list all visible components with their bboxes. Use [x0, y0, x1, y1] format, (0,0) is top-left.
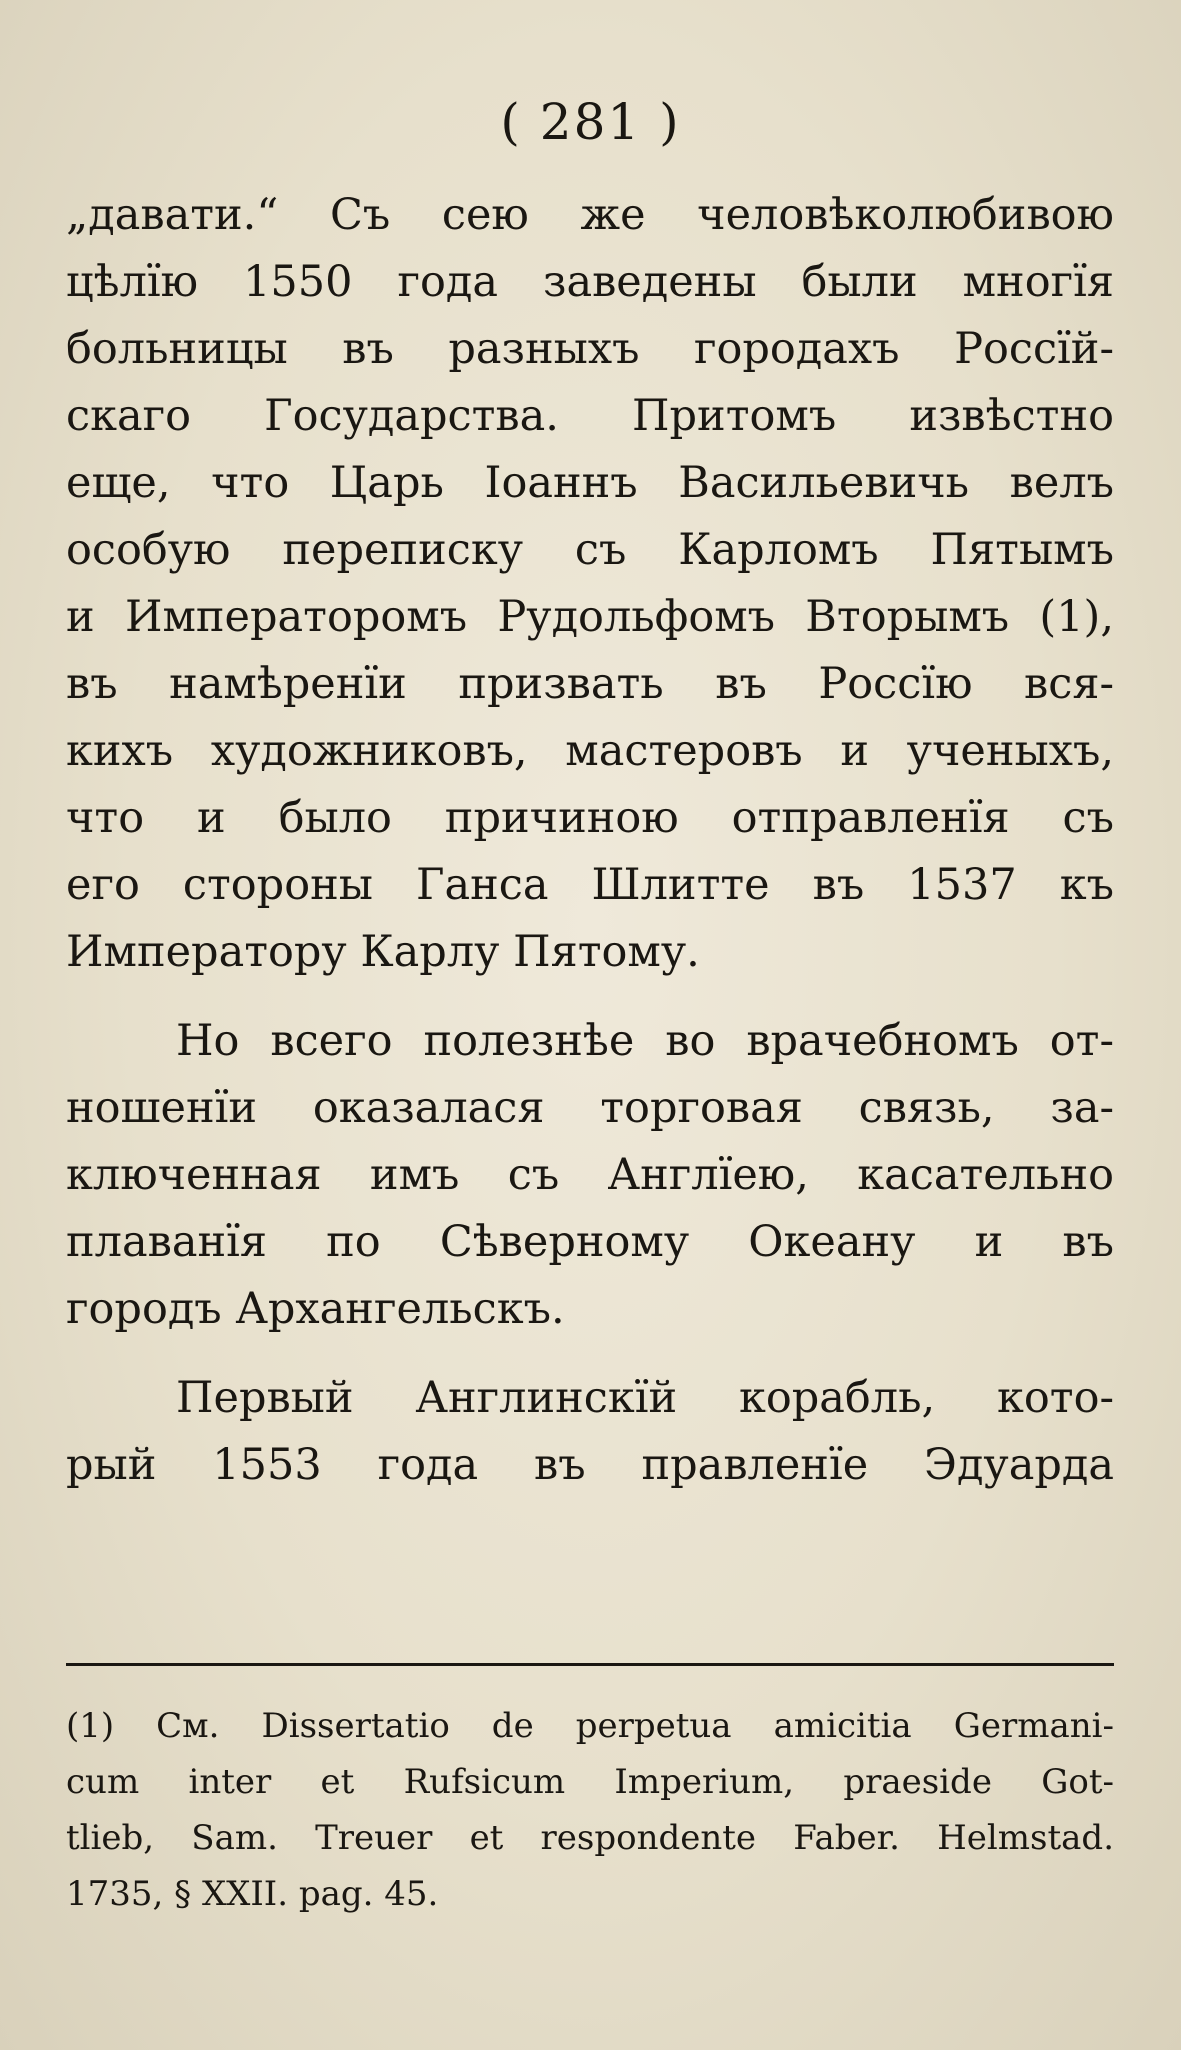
- paragraph: [66, 1008, 1114, 1343]
- text-line: городъ Архангельскъ.: [66, 1284, 565, 1334]
- text-line: въ намѣренїи призвать въ Россїю вся-: [66, 659, 1114, 709]
- text-line: еще, что Царь Iоаннъ Васильевичь велъ: [66, 458, 1114, 508]
- text-line: Императору Карлу Пятому.: [66, 927, 700, 977]
- footnote-divider: [66, 1663, 1114, 1666]
- footnote-line: 1735, § XXII. pag. 45.: [66, 1874, 439, 1914]
- text-line: Первый Англинскїй корабль, кото-: [176, 1373, 1114, 1423]
- paragraph: [66, 1365, 1114, 1499]
- text-line: больницы въ разныхъ городахъ Россїй-: [66, 324, 1114, 374]
- text-line: плаванїя по Сѣверному Океану и въ: [66, 1217, 1114, 1267]
- paragraph: [66, 182, 1114, 986]
- text-line: кихъ художниковъ, мастеровъ и ученыхъ,: [66, 726, 1114, 776]
- footnote: [66, 1698, 1114, 1922]
- paragraph-spacer: [66, 986, 1114, 1008]
- text-line: рый 1553 года въ правленїе Эдуарда: [66, 1440, 1114, 1490]
- paragraph-spacer: [66, 1343, 1114, 1365]
- body-text: [66, 182, 1114, 1499]
- text-line: „давати.“ Съ сею же человѣколюбивою: [66, 190, 1114, 240]
- text-line: его стороны Ганса Шлитте въ 1537 къ: [66, 860, 1114, 910]
- footnote-line: cum inter et Rufsicum Imperium, praeside Got-: [66, 1762, 1114, 1802]
- page-number: ( 281 ): [500, 93, 681, 151]
- text-line: ношенїи оказалася торговая связь, за-: [66, 1083, 1114, 1133]
- footnote-line: tlieb, Sam. Treuer et respondente Faber. Helmstad.: [66, 1818, 1114, 1858]
- text-line: и Императоромъ Рудольфомъ Вторымъ (1),: [66, 592, 1114, 642]
- text-line: что и было причиною отправленїя съ: [66, 793, 1114, 843]
- text-line: скаго Государства. Притомъ извѣстно: [66, 391, 1114, 441]
- footnote-line: (1) См. Dissertatio de perpetua amicitia Germani-: [66, 1706, 1114, 1746]
- text-line: особую переписку съ Карломъ Пятымъ: [66, 525, 1114, 575]
- text-line: ключенная имъ съ Англїею, касательно: [66, 1150, 1114, 1200]
- text-line: цѣлїю 1550 года заведены были многїя: [66, 257, 1114, 307]
- text-line: Но всего полезнѣе во врачебномъ от-: [176, 1016, 1114, 1066]
